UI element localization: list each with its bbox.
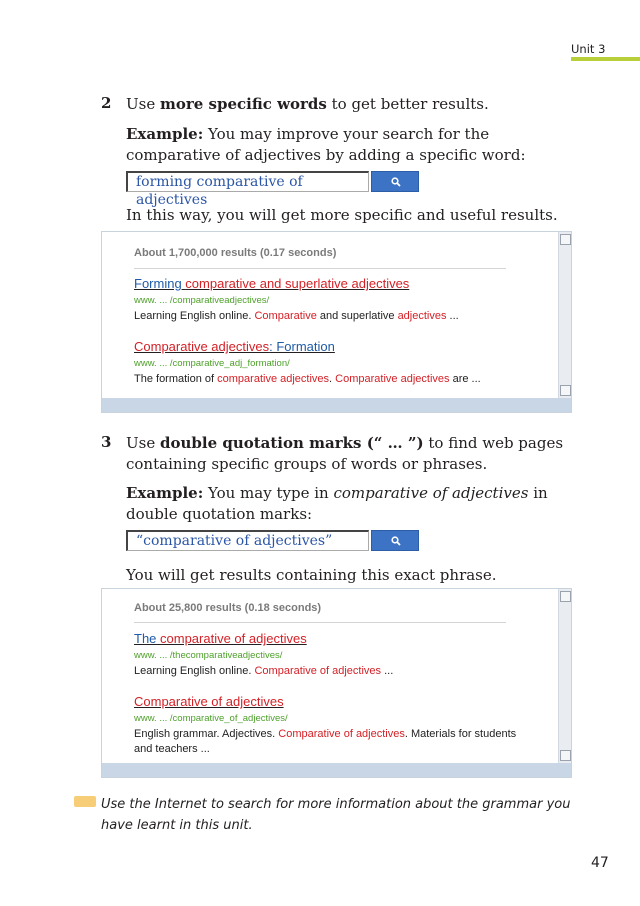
search-input-2[interactable]: “comparative of adjectives” [126, 530, 369, 551]
tip2-after-text: In this way, you will get more specific and useful results. [126, 206, 558, 224]
tip3-heading-pre: Use [126, 434, 160, 452]
desc-part: and superlative [316, 310, 398, 322]
desc-part: Comparative adjectives [335, 373, 450, 385]
tip2-example-label: Example: [126, 125, 204, 143]
desc-part: . Materials for students and teachers ... [134, 728, 517, 755]
title-part: Forming [134, 276, 186, 291]
tip2-example [126, 124, 571, 166]
title-part: comparative of adjectives [160, 631, 307, 646]
scroll-down-arrow-icon[interactable] [560, 385, 571, 396]
desc-part: The formation of [134, 373, 218, 385]
result-url: www. ... /comparative_of_adjectives/ [134, 713, 288, 724]
results-bottom-bar-1 [102, 398, 571, 412]
tip3-example-post: in double quotation marks: [126, 484, 548, 523]
result-title[interactable] [134, 631, 307, 646]
results-panel-1 [101, 231, 572, 413]
desc-part: adjectives [397, 310, 447, 322]
search-button-1[interactable] [371, 171, 419, 192]
desc-part: Learning English online. [134, 310, 255, 322]
title-part: Comparative of adjectives [134, 694, 284, 709]
title-part: The [134, 631, 161, 646]
results-bottom-bar-2 [102, 763, 571, 777]
unit-label: Unit 3 [571, 42, 606, 56]
search-button-2[interactable] [371, 530, 419, 551]
results-count-1: About 1,700,000 results (0.17 seconds) [134, 247, 337, 259]
tip3-heading-post: to find web pages containing specific groups of words or phrases. [126, 434, 564, 473]
desc-part: ... [446, 310, 459, 322]
tip3-example [126, 483, 571, 525]
page-number: 47 [591, 855, 609, 871]
tip2-heading-pre: Use [126, 95, 160, 113]
result-url: www. ... /comparativeadjectives/ [134, 295, 270, 306]
desc-part: are ... [449, 373, 481, 385]
scroll-down-arrow-icon[interactable] [560, 750, 571, 761]
tip2-heading-post: to get better results. [326, 95, 489, 113]
results-scrollbar-1[interactable] [558, 232, 571, 398]
scroll-up-arrow-icon[interactable] [560, 234, 571, 245]
result-title[interactable] [134, 339, 335, 354]
result-description [134, 664, 534, 679]
tip2-example-text: You may improve your search for the comparative of adjectives by adding a specific word: [126, 125, 526, 164]
desc-part: comparative adjectives [217, 373, 330, 385]
tip2-heading-bold: more specific words [159, 95, 327, 113]
desc-part: . [329, 373, 336, 385]
unit-accent-bar [571, 57, 640, 61]
tip3-after-text: You will get results containing this exact phrase. [126, 566, 497, 584]
search-input-1[interactable]: forming comparative of adjectives [126, 171, 369, 192]
title-part: comparative and superlative adjectives [185, 276, 410, 291]
results-divider-1 [134, 268, 506, 269]
desc-part: Comparative [254, 310, 317, 322]
desc-part: Learning English online. [134, 665, 255, 677]
desc-part: Comparative of adjectives [278, 728, 405, 740]
title-part: Comparative adjectives [134, 339, 270, 354]
magnifier-icon [391, 177, 401, 187]
results-panel-2 [101, 588, 572, 778]
results-count-2: About 25,800 results (0.18 seconds) [134, 602, 322, 614]
result-url: www. ... /thecomparativeadjectives/ [134, 650, 283, 661]
results-divider-2 [134, 622, 506, 623]
magnifier-icon [391, 536, 401, 546]
tip3-example-pre: You may type in [203, 484, 334, 502]
results-scrollbar-2[interactable] [558, 589, 571, 763]
tip3-heading [126, 433, 571, 475]
tip3-example-italic: comparative of adjectives [333, 484, 529, 502]
desc-part: English grammar. Adjectives. [134, 728, 279, 740]
desc-part: Comparative of adjectives [254, 665, 382, 677]
tip-marker [74, 796, 96, 807]
result-description [134, 309, 534, 324]
title-part: : Formation [269, 339, 335, 354]
tip3-heading-bold: double quotation marks (“ … ”) [159, 434, 424, 452]
tip2-heading [126, 94, 576, 115]
result-description [134, 372, 534, 387]
tip-number-3: 3 [101, 433, 112, 451]
internet-tip-text: Use the Internet to search for more information about the grammar you have learnt in this unit. [101, 797, 571, 833]
result-description [134, 727, 529, 757]
result-title[interactable] [134, 276, 409, 291]
desc-part: ... [381, 665, 394, 677]
tip3-example-label: Example: [126, 484, 204, 502]
result-url: www. ... /comparative_adj_formation/ [134, 358, 290, 369]
scroll-up-arrow-icon[interactable] [560, 591, 571, 602]
tip-number-2: 2 [101, 94, 112, 112]
result-title[interactable] [134, 694, 284, 709]
